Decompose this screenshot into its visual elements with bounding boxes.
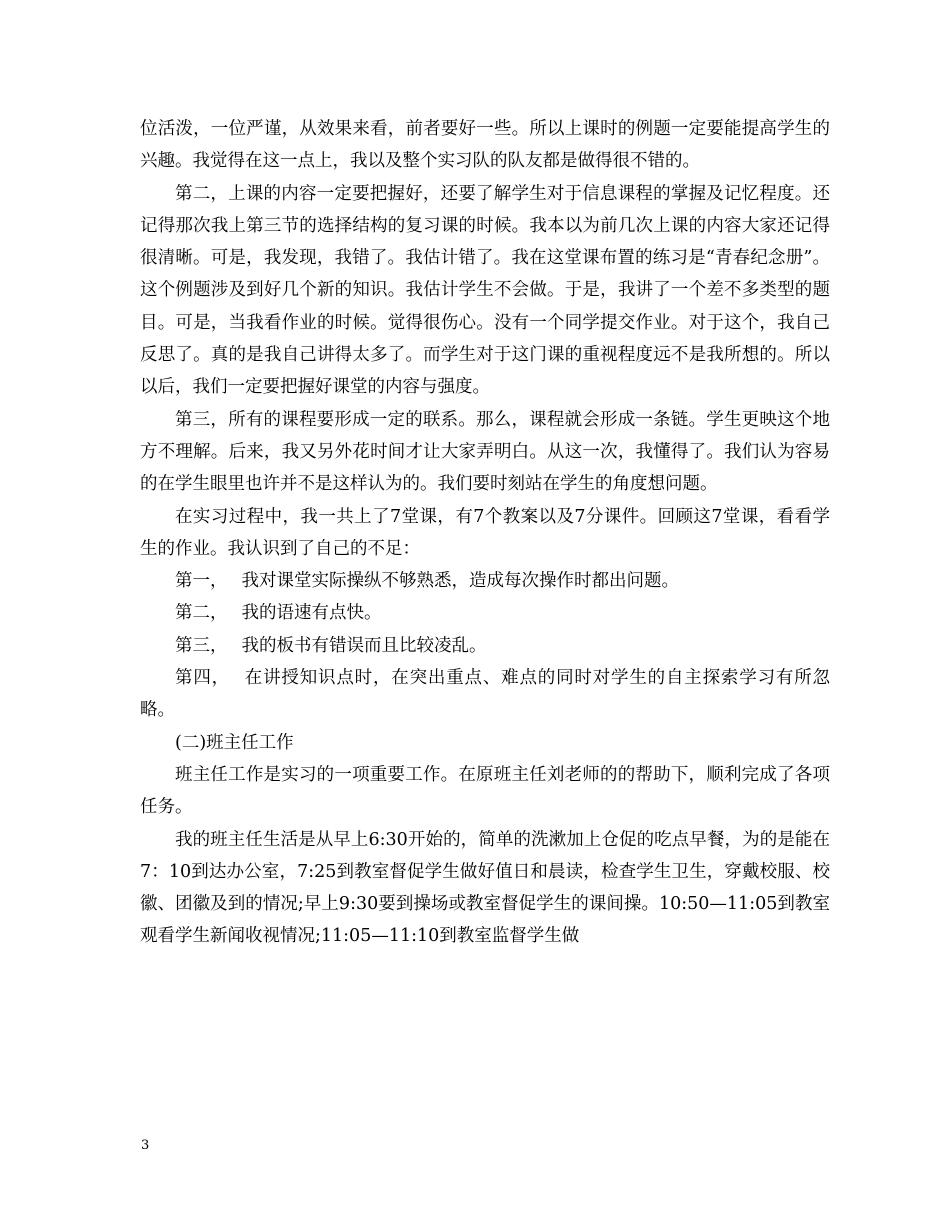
list-item-text: 我对课堂实际操纵不够熟悉，造成每次操作时都出问题。 bbox=[241, 571, 679, 592]
list-item-text: 我的语速有点快。 bbox=[241, 603, 382, 624]
paragraph-6: 我的班主任生活是从早上6:30开始的，简单的洗漱加上仓促的吃点早餐，为的是能在7：10到达办公室，7:25到教室督促学生做好值日和晨读，检查学生卫生，穿戴校服、校徽、团徽及到的情况;早上9:30要到操场或教室督促学生的课间操。10:50—11:05到教室观看学生新闻收视情况;11:05—11:10到教室监督学生做 bbox=[140, 829, 830, 947]
list-item-label: 第四， bbox=[175, 668, 230, 689]
paragraph-2: 第二，上课的内容一定要把握好，还要了解学生对于信息课程的掌握及记忆程度。还记得那次我上第三节的选择结构的复习课的时候。我本以为前几次上课的内容大家还记得很清晰。可是，我发现，我错了。我估计错了。我在这堂课布置的练习是“青春纪念册”。这个例题涉及到好几个新的知识。我估计学生不会做。于是，我讲了一个差不多类型的题目。可是，当我看作业的时候。觉得很伤心。没有一个同学提交作业。对于这个，我自己反思了。真的是我自己讲得太多了。而学生对于这门课的重视程度远不是我所想的。所以以后，我们一定要把握好课堂的内容与强度。 bbox=[140, 183, 830, 398]
paragraph-1: 位活泼，一位严谨，从效果来看，前者要好一些。所以上课时的例题一定要能提高学生的兴趣。我觉得在这一点上，我以及整个实习队的队友都是做得很不错的。 bbox=[140, 119, 830, 172]
list-item-4 bbox=[140, 662, 830, 727]
list-item-label: 第一， bbox=[175, 571, 228, 592]
list-item-text: 在讲授知识点时，在突出重点、难点的同时对学生的自主探索学习有所忽略。 bbox=[140, 668, 831, 721]
list-item-text: 我的板书有错误而且比较凌乱。 bbox=[241, 635, 487, 656]
section-heading: (二)班主任工作 bbox=[175, 732, 294, 753]
list-item-label: 第二， bbox=[175, 603, 228, 624]
paragraph-3: 第三，所有的课程要形成一定的联系。那么，课程就会形成一条链。学生更映这个地方不理解。后来，我又另外花时间才让大家弄明白。从这一次，我懂得了。我们认为容易的在学生眼里也许并不是这样认为的。我们要时刻站在学生的角度想问题。 bbox=[140, 409, 830, 495]
list-item-2 bbox=[140, 597, 830, 629]
paragraph-5: 班主任工作是实习的一项重要工作。在原班主任刘老师的的帮助下，顺利完成了各项任务。 bbox=[140, 764, 830, 818]
paragraph-4: 在实习过程中，我一共上了7堂课，有7个教案以及7分课件。回顾这7堂课，看看学生的作业。我认识到了自己的不足： bbox=[140, 506, 830, 559]
document-body bbox=[140, 113, 830, 953]
page-number: 3 bbox=[141, 1138, 150, 1153]
list-item-1 bbox=[140, 565, 830, 597]
list-item-label: 第三， bbox=[175, 635, 228, 656]
list-item-3 bbox=[140, 630, 830, 662]
